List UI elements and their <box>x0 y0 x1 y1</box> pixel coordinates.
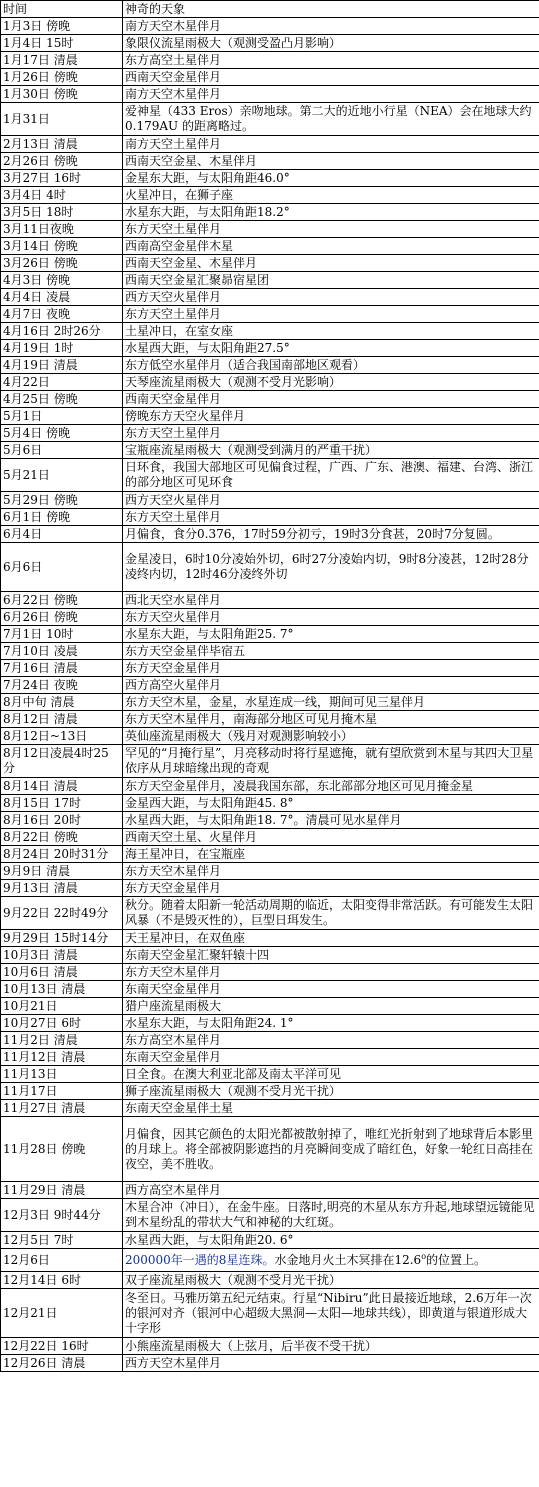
event-description: 英仙座流星雨极大（残月对观测影响较小） <box>123 728 539 745</box>
event-description: 日环食，我国大部地区可见偏食过程，广西、广东、港澳、福建、台湾、浙江的部分地区可见环食 <box>123 459 539 492</box>
table-header-row <box>1 1 539 18</box>
table-row <box>1 1032 539 1049</box>
event-description: 西南天空金星伴月 <box>123 391 539 408</box>
event-date: 5月6日 <box>1 442 123 459</box>
table-row <box>1 238 539 255</box>
event-description: 东方天空火星伴月 <box>123 609 539 626</box>
event-date: 4月4日 凌晨 <box>1 289 123 306</box>
table-row <box>1 374 539 391</box>
event-text-end: 的位置上。 <box>426 1252 487 1267</box>
event-date: 3月26日 傍晚 <box>1 255 123 272</box>
table-row <box>1 778 539 795</box>
event-date: 5月29日 傍晚 <box>1 492 123 509</box>
event-description: 南方天空木星伴月 <box>123 18 539 35</box>
event-date: 8月12日凌晨4时25分 <box>1 745 123 778</box>
event-description: 东方低空水星伴月（适合我国南部地区观看） <box>123 357 539 374</box>
table-row <box>1 1232 539 1249</box>
event-description: 月偏食，因其它颜色的太阳光都被散射掉了，唯红光折射到了地球背后本影里的月球上。将全部被阴影遮挡的月亮瞬间变成了暗红色，好象一轮红日高挂在夜空，美不胜收。 <box>123 1117 539 1182</box>
table-row <box>1 947 539 964</box>
event-description: 金星东大距，与太阳角距46.0° <box>123 170 539 187</box>
event-description: 水星西大距，与太阳角距18. 7°。清晨可见水星伴月 <box>123 812 539 829</box>
table-row <box>1 981 539 998</box>
event-date: 8月12日~13日 <box>1 728 123 745</box>
table-row <box>1 1199 539 1232</box>
event-description: 火星冲日，在狮子座 <box>123 187 539 204</box>
event-date: 10月3日 清晨 <box>1 947 123 964</box>
event-date: 2月26日 傍晚 <box>1 153 123 170</box>
event-description <box>123 1249 539 1272</box>
event-description: 金星凌日，6时10分凌始外切，6时27分凌始内切，9时8分凌甚，12时28分凌终内切，12时46分凌终外切 <box>123 543 539 592</box>
event-date: 1月17日 清晨 <box>1 52 123 69</box>
table-row <box>1 660 539 677</box>
event-description: 东方天空金星伴月 <box>123 880 539 897</box>
table-row <box>1 69 539 86</box>
table-row <box>1 1015 539 1032</box>
table-row <box>1 1272 539 1289</box>
table-row <box>1 492 539 509</box>
event-description: 西南天空金星伴月 <box>123 69 539 86</box>
event-date: 3月27日 16时 <box>1 170 123 187</box>
table-row <box>1 643 539 660</box>
event-date: 4月25日 傍晚 <box>1 391 123 408</box>
event-date: 8月中旬 清晨 <box>1 694 123 711</box>
event-description: 猎户座流星雨极大 <box>123 998 539 1015</box>
event-date: 12月14日 6时 <box>1 1272 123 1289</box>
table-row <box>1 289 539 306</box>
event-description: 冬至日。马雅历第五纪元结束。行星“Nibiru”此日最接近地球，2.6万年一次的银河对齐（银河中心超级大黑洞—太阳—地球共线），即黄道与银道形成大十字形 <box>123 1289 539 1338</box>
event-description: 东方天空土星伴月 <box>123 509 539 526</box>
event-date: 9月13日 清晨 <box>1 880 123 897</box>
table-row <box>1 526 539 543</box>
table-row <box>1 964 539 981</box>
event-date: 7月24日 夜晚 <box>1 677 123 694</box>
event-description: 东方天空木星，金星，水星连成一线，期间可见三星伴月 <box>123 694 539 711</box>
event-date: 6月1日 傍晚 <box>1 509 123 526</box>
event-description: 西方天空火星伴月 <box>123 289 539 306</box>
event-date: 1月4日 15时 <box>1 35 123 52</box>
event-highlight: 200000年一遇的8星连珠。 <box>125 1252 275 1267</box>
event-description: 西方高空火星伴月 <box>123 677 539 694</box>
table-row <box>1 626 539 643</box>
event-date: 11月29日 清晨 <box>1 1182 123 1199</box>
event-date: 11月13日 <box>1 1066 123 1083</box>
table-row <box>1 103 539 136</box>
event-date: 11月12日 清晨 <box>1 1049 123 1066</box>
event-description: 西北天空水星伴月 <box>123 592 539 609</box>
event-description: 东方天空金星伴月，凌晨我国东部，东北部部分地区可见月掩金星 <box>123 778 539 795</box>
event-description: 天王星冲日，在双鱼座 <box>123 930 539 947</box>
table-row <box>1 340 539 357</box>
degree-sup: o <box>421 1251 427 1261</box>
event-description: 东方天空金星伴毕宿五 <box>123 643 539 660</box>
event-date: 1月30日 傍晚 <box>1 86 123 103</box>
table-row <box>1 592 539 609</box>
table-row <box>1 543 539 592</box>
event-date: 11月2日 清晨 <box>1 1032 123 1049</box>
event-date: 6月4日 <box>1 526 123 543</box>
event-description: 东方天空木星伴月 <box>123 964 539 981</box>
event-date: 7月10日 凌晨 <box>1 643 123 660</box>
table-row <box>1 18 539 35</box>
event-description: 西南高空金星伴木星 <box>123 238 539 255</box>
event-description: 东南天空金星汇聚轩辕十四 <box>123 947 539 964</box>
event-date: 12月22日 16时 <box>1 1338 123 1355</box>
table-row <box>1 306 539 323</box>
event-description: 土星冲日，在室女座 <box>123 323 539 340</box>
table-row <box>1 930 539 947</box>
table-row <box>1 1338 539 1355</box>
table-row <box>1 829 539 846</box>
event-date: 4月16日 2时26分 <box>1 323 123 340</box>
table-row <box>1 204 539 221</box>
event-description: 水星西大距，与太阳角距27.5° <box>123 340 539 357</box>
table-row <box>1 459 539 492</box>
table-row <box>1 1289 539 1338</box>
table-row <box>1 86 539 103</box>
table-row <box>1 408 539 425</box>
event-description: 西方高空木星伴月 <box>123 1182 539 1199</box>
event-description: 东方天空土星伴月 <box>123 425 539 442</box>
event-description: 秋分。随着太阳新一轮活动周期的临近，太阳变得非常活跃。有可能发生太阳风暴（不是毁灭性的），巨型日珥发生。 <box>123 897 539 930</box>
event-date: 1月26日 傍晚 <box>1 69 123 86</box>
table-row <box>1 880 539 897</box>
table-row <box>1 1083 539 1100</box>
event-description: 金星西大距，与太阳角距45. 8° <box>123 795 539 812</box>
event-date: 1月3日 傍晚 <box>1 18 123 35</box>
event-date: 11月17日 <box>1 1083 123 1100</box>
event-date: 4月19日 清晨 <box>1 357 123 374</box>
event-description: 天琴座流星雨极大（观测不受月光影响） <box>123 374 539 391</box>
table-row <box>1 795 539 812</box>
event-description: 日全食。在澳大利亚北部及南太平洋可见 <box>123 1066 539 1083</box>
event-description: 西南天空金星汇聚昴宿星团 <box>123 272 539 289</box>
event-date: 11月27日 清晨 <box>1 1100 123 1117</box>
event-date: 4月22日 <box>1 374 123 391</box>
event-date: 7月1日 10时 <box>1 626 123 643</box>
table-row <box>1 1117 539 1182</box>
table-row <box>1 1100 539 1117</box>
event-date: 2月13日 清晨 <box>1 136 123 153</box>
event-description: 东方天空土星伴月 <box>123 306 539 323</box>
table-row <box>1 863 539 880</box>
event-description: 象限仪流星雨极大（观测受盈凸月影响） <box>123 35 539 52</box>
table-row <box>1 1355 539 1372</box>
event-description: 月偏食，食分0.376，17时59分初亏，19时3分食甚，20时7分复圆。 <box>123 526 539 543</box>
event-description: 傍晚东方天空火星伴月 <box>123 408 539 425</box>
table-row <box>1 846 539 863</box>
event-description: 西方天空火星伴月 <box>123 492 539 509</box>
event-date: 10月13日 清晨 <box>1 981 123 998</box>
event-date: 7月16日 清晨 <box>1 660 123 677</box>
table-row <box>1 694 539 711</box>
table-row <box>1 442 539 459</box>
event-description: 木星合冲（冲日），在金牛座。日落时,明亮的木星从东方升起,地球望远镜能见到木星纷乱的带状大气和神秘的大红斑。 <box>123 1199 539 1232</box>
table-row <box>1 425 539 442</box>
table-row <box>1 35 539 52</box>
event-description: 东方天空木星伴月 <box>123 863 539 880</box>
table-row <box>1 677 539 694</box>
event-description: 西南天空金星、木星伴月 <box>123 255 539 272</box>
event-description: 水星东大距，与太阳角距25. 7° <box>123 626 539 643</box>
table-row <box>1 357 539 374</box>
table-row <box>1 187 539 204</box>
event-date: 5月21日 <box>1 459 123 492</box>
event-date: 12月6日 <box>1 1249 123 1272</box>
event-description: 东方高空土星伴月 <box>123 52 539 69</box>
table-row <box>1 998 539 1015</box>
event-date: 6月22日 傍晚 <box>1 592 123 609</box>
header-event: 神奇的天象 <box>123 1 539 18</box>
table-row <box>1 509 539 526</box>
event-description: 水星西大距，与太阳角距20. 6° <box>123 1232 539 1249</box>
event-date: 8月14日 清晨 <box>1 778 123 795</box>
event-date: 8月12日 清晨 <box>1 711 123 728</box>
table-row <box>1 897 539 930</box>
table-row <box>1 812 539 829</box>
event-date: 8月22日 傍晚 <box>1 829 123 846</box>
event-date: 12月26日 清晨 <box>1 1355 123 1372</box>
event-description: 狮子座流星雨极大（观测不受月光干扰） <box>123 1083 539 1100</box>
header-date: 时间 <box>1 1 123 18</box>
event-date: 8月16日 20时 <box>1 812 123 829</box>
table-row <box>1 1249 539 1272</box>
event-date: 10月27日 6时 <box>1 1015 123 1032</box>
event-description: 东方天空土星伴月 <box>123 221 539 238</box>
event-description: 西南天空金星、木星伴月 <box>123 153 539 170</box>
table-row <box>1 255 539 272</box>
event-date: 12月3日 9时44分 <box>1 1199 123 1232</box>
event-description: 东方高空木星伴月 <box>123 1032 539 1049</box>
event-description: 西南天空土星、火星伴月 <box>123 829 539 846</box>
event-date: 4月3日 傍晚 <box>1 272 123 289</box>
event-text: 水金地月火土木冥排在12.6 <box>274 1252 422 1267</box>
event-date: 9月9日 清晨 <box>1 863 123 880</box>
event-description: 东南天空金星伴土星 <box>123 1100 539 1117</box>
event-date: 4月7日 夜晚 <box>1 306 123 323</box>
event-date: 5月4日 傍晚 <box>1 425 123 442</box>
event-date: 6月6日 <box>1 543 123 592</box>
event-date: 3月4日 4时 <box>1 187 123 204</box>
table-body <box>1 18 539 1372</box>
event-description: 东方天空木星伴月，南海部分地区可见月掩木星 <box>123 711 539 728</box>
event-date: 3月11日夜晚 <box>1 221 123 238</box>
table-row <box>1 221 539 238</box>
event-description: 西方天空木星伴月 <box>123 1355 539 1372</box>
event-description: 海王星冲日，在宝瓶座 <box>123 846 539 863</box>
event-date: 12月21日 <box>1 1289 123 1338</box>
event-date: 3月5日 18时 <box>1 204 123 221</box>
event-description: 东南天空金星伴月 <box>123 1049 539 1066</box>
table-row <box>1 323 539 340</box>
event-date: 3月14日 傍晚 <box>1 238 123 255</box>
event-description: 南方天空土星伴月 <box>123 136 539 153</box>
event-description: 水星东大距，与太阳角距24. 1° <box>123 1015 539 1032</box>
event-date: 10月6日 清晨 <box>1 964 123 981</box>
event-date: 9月29日 15时14分 <box>1 930 123 947</box>
event-date: 6月26日 傍晚 <box>1 609 123 626</box>
table-row <box>1 136 539 153</box>
table-row <box>1 745 539 778</box>
event-description: 双子座流星雨极大（观测不受月光干扰） <box>123 1272 539 1289</box>
event-description: 水星东大距，与太阳角距18.2° <box>123 204 539 221</box>
table-row <box>1 170 539 187</box>
event-description: 宝瓶座流星雨极大（观测受到满月的严重干扰） <box>123 442 539 459</box>
event-date: 4月19日 1时 <box>1 340 123 357</box>
table-row <box>1 272 539 289</box>
event-date: 1月31日 <box>1 103 123 136</box>
table-row <box>1 609 539 626</box>
table-row <box>1 1182 539 1199</box>
table-row <box>1 728 539 745</box>
event-description: 罕见的“月掩行星”，月亮移动时将行星遮掩，就有望欣赏到木星与其四大卫星依序从月球暗缘出现的奇观 <box>123 745 539 778</box>
table-row <box>1 1066 539 1083</box>
event-date: 8月24日 20时31分 <box>1 846 123 863</box>
table-row <box>1 1049 539 1066</box>
table-row <box>1 52 539 69</box>
event-description: 爱神星（433 Eros）亲吻地球。第二大的近地小行星（NEA）会在地球大约0.179AU 的距离略过。 <box>123 103 539 136</box>
event-description: 东南天空金星伴月 <box>123 981 539 998</box>
event-description: 南方天空木星伴月 <box>123 86 539 103</box>
event-date: 5月1日 <box>1 408 123 425</box>
event-description: 小熊座流星雨极大（上弦月，后半夜不受干扰） <box>123 1338 539 1355</box>
event-date: 10月21日 <box>1 998 123 1015</box>
event-date: 12月5日 7时 <box>1 1232 123 1249</box>
table-row <box>1 153 539 170</box>
event-date: 11月28日 傍晚 <box>1 1117 123 1182</box>
table-row <box>1 711 539 728</box>
event-date: 8月15日 17时 <box>1 795 123 812</box>
event-date: 9月22日 22时49分 <box>1 897 123 930</box>
event-description: 东方天空金星伴月 <box>123 660 539 677</box>
table-row <box>1 391 539 408</box>
